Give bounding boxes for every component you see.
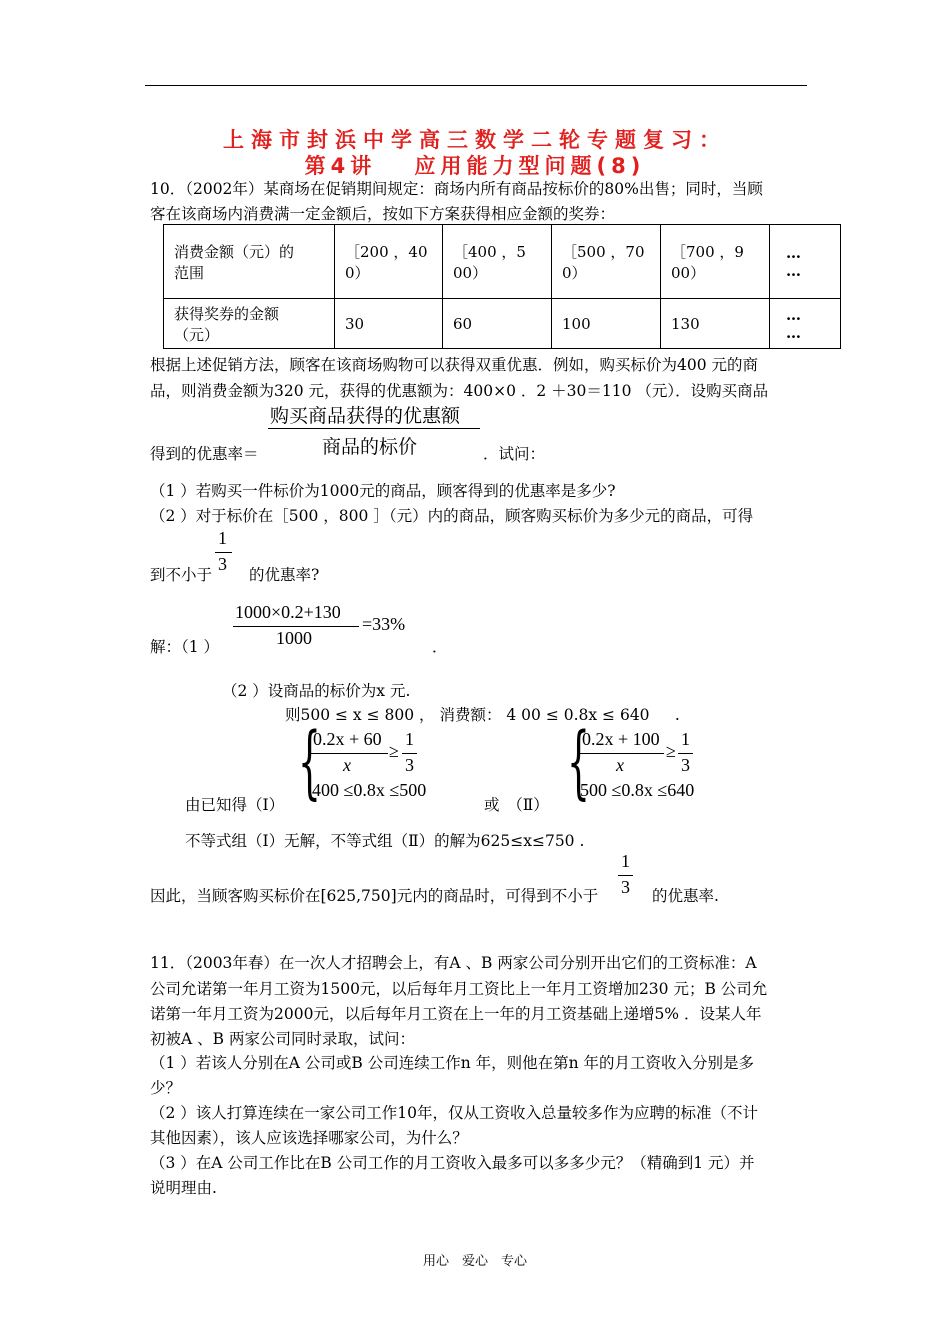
sys2-denominator: x bbox=[616, 755, 624, 775]
q11-line2: 公司允诺第一年月工资为1500元，以后每年月工资比上一年月工资增加230 元；B 公司允 bbox=[150, 980, 768, 998]
q10-part2-prefix: 到不小于 bbox=[150, 566, 213, 584]
q11-line7: （2 ）该人打算连续在一家公司工作10年，仅从工资收入总量较多作为应聘的标准（不计 bbox=[150, 1104, 759, 1122]
q10-part1: （1 ）若购买一件标价为1000元的商品，顾客得到的优惠率是多少? bbox=[150, 482, 616, 500]
sys2-third-den: 3 bbox=[681, 755, 690, 775]
sys2-numerator: 0.2x + 100 bbox=[582, 729, 660, 749]
q11-line9: （3 ）在A 公司工作比在B 公司工作的月工资收入最多可以多多少元？（精确到1 元）并 bbox=[150, 1154, 755, 1172]
sol1-denominator: 1000 bbox=[276, 628, 312, 648]
ratio-denominator: 商品的标价 bbox=[322, 436, 418, 458]
system1-label: 由已知得（Ⅰ） bbox=[185, 796, 285, 814]
sys2-line2: 500 ≤0.8x ≤640 bbox=[580, 780, 695, 800]
system2-brace: { bbox=[567, 715, 590, 808]
table-cell-voucher: 30 bbox=[335, 299, 443, 349]
q11-line8: 其他因素），该人应该选择哪家公司，为什么？ bbox=[150, 1129, 468, 1147]
table-cell-range: ［700 ，9 00） bbox=[661, 225, 770, 299]
sol1-fraction-bar bbox=[233, 626, 359, 627]
table-cell-range: ［200 ，40 0） bbox=[335, 225, 443, 299]
table-cell-range: ［400 ，5 00） bbox=[443, 225, 552, 299]
q11-line4: 初被A 、B 两家公司同时录取，试问： bbox=[150, 1030, 415, 1048]
q11-line5: （1 ）若该人分别在A 公司或B 公司连续工作n 年，则他在第n 年的月工资收入分别是多 bbox=[150, 1054, 755, 1072]
q11-line1: 11．（2003年春）在一次人才招聘会上，有A 、B 两家公司分别开出它们的工资标准：A bbox=[150, 954, 757, 972]
table-cell-ellipsis: … … bbox=[770, 225, 841, 299]
conclusion-prefix: 因此，当顾客购买标价在[625,750]元内的商品时，可得到不小于 bbox=[150, 887, 599, 905]
q11-line6: 少？ bbox=[150, 1079, 182, 1097]
table-cell-range: ［500 ，70 0） bbox=[552, 225, 661, 299]
sys2-third-num: 1 bbox=[681, 729, 690, 749]
q10-part2-suffix: 的优惠率? bbox=[249, 566, 320, 584]
q10-stem-line1: 10．（2002年）某商场在促销期间规定：商场内所有商品按标价的80%出售；同时，当顾 bbox=[150, 180, 763, 198]
sys2-geq: ≥ bbox=[666, 741, 676, 761]
sys1-denominator: x bbox=[343, 755, 351, 775]
table-cell-voucher: 130 bbox=[661, 299, 770, 349]
sys1-geq: ≥ bbox=[389, 741, 399, 761]
concl-third-num: 1 bbox=[621, 851, 630, 871]
sys1-third-den: 3 bbox=[405, 755, 414, 775]
table-head-voucher: 获得奖券的金额 （元） bbox=[164, 299, 335, 349]
sol2-line3: 不等式组（Ⅰ）无解，不等式组（Ⅱ）的解为625≤x≤750 . bbox=[185, 832, 585, 850]
sys2-fraction-bar bbox=[579, 753, 664, 754]
sol1-numerator: 1000×0.2+130 bbox=[235, 602, 341, 622]
third-numerator: 1 bbox=[218, 528, 227, 548]
q10-part2-line1: （2 ）对于标价在［500 ，800 ］（元）内的商品，顾客购买标价为多少元的商品，可得 bbox=[150, 507, 754, 525]
sys1-line2: 400 ≤0.8x ≤500 bbox=[312, 780, 427, 800]
sol1-result: =33% bbox=[362, 614, 406, 634]
sol1-end: ． bbox=[432, 638, 448, 656]
q10-text-line1: 根据上述促销方法，顾客在该商场购物可以获得双重优惠．例如，购买标价为400 元的商 bbox=[150, 356, 759, 374]
system1-brace: { bbox=[298, 715, 321, 808]
third-denominator: 3 bbox=[218, 554, 227, 574]
sys2-third-bar bbox=[678, 753, 693, 754]
concl-third-den: 3 bbox=[621, 877, 630, 897]
system2-label: 或 （Ⅱ） bbox=[484, 796, 549, 814]
q10-text-line2: 品，则消费金额为320 元，获得的优惠额为：400×0 ．2 ＋30＝110 （元）．设购买商品 bbox=[150, 382, 769, 400]
sys1-third-num: 1 bbox=[405, 729, 414, 749]
sys1-third-bar bbox=[402, 753, 417, 754]
header-rule bbox=[145, 85, 807, 86]
ratio-numerator: 购买商品获得的优惠额 bbox=[270, 405, 461, 427]
sys1-fraction-bar bbox=[310, 753, 388, 754]
ratio-fraction-bar bbox=[268, 428, 480, 429]
table-cell-ellipsis: … … bbox=[770, 299, 841, 349]
table-cell-voucher: 60 bbox=[443, 299, 552, 349]
q11-line3: 诺第一年月工资为2000元，以后每年月工资在上一年的月工资基础上递增5% ．设某人年 bbox=[150, 1005, 762, 1023]
q10-stem-line2: 客在该商场内消费满一定金额后，按如下方案获得相应金额的奖券： bbox=[150, 205, 616, 223]
doc-title-line1: 上海市封浜中学高三数学二轮专题复习： bbox=[223, 128, 727, 152]
q11-line10: 说明理由. bbox=[150, 1179, 217, 1197]
sol2-line1: （2 ）设商品的标价为x 元. bbox=[222, 682, 411, 700]
sol1-prefix: 解：（1 ） bbox=[150, 638, 220, 656]
table-cell-voucher: 100 bbox=[552, 299, 661, 349]
ratio-prefix: 得到的优惠率＝ bbox=[150, 445, 259, 463]
concl-third-bar bbox=[618, 875, 633, 876]
doc-title-line2: 第4讲 应用能力型问题(8) bbox=[304, 154, 646, 178]
sys1-numerator: 0.2x + 60 bbox=[313, 729, 382, 749]
table-head-range: 消费金额（元）的 范围 bbox=[164, 225, 335, 299]
conclusion-suffix: 的优惠率. bbox=[652, 887, 719, 905]
third-fraction-bar bbox=[215, 552, 232, 553]
ratio-suffix: ．试问： bbox=[483, 445, 546, 463]
page-footer: 用心 爱心 专心 bbox=[422, 1254, 527, 1269]
sol2-line2: 则500 ≤ x ≤ 800 ， 消费额： 4 00 ≤ 0.8x ≤ 640 . bbox=[285, 706, 680, 724]
voucher-table bbox=[163, 224, 841, 349]
